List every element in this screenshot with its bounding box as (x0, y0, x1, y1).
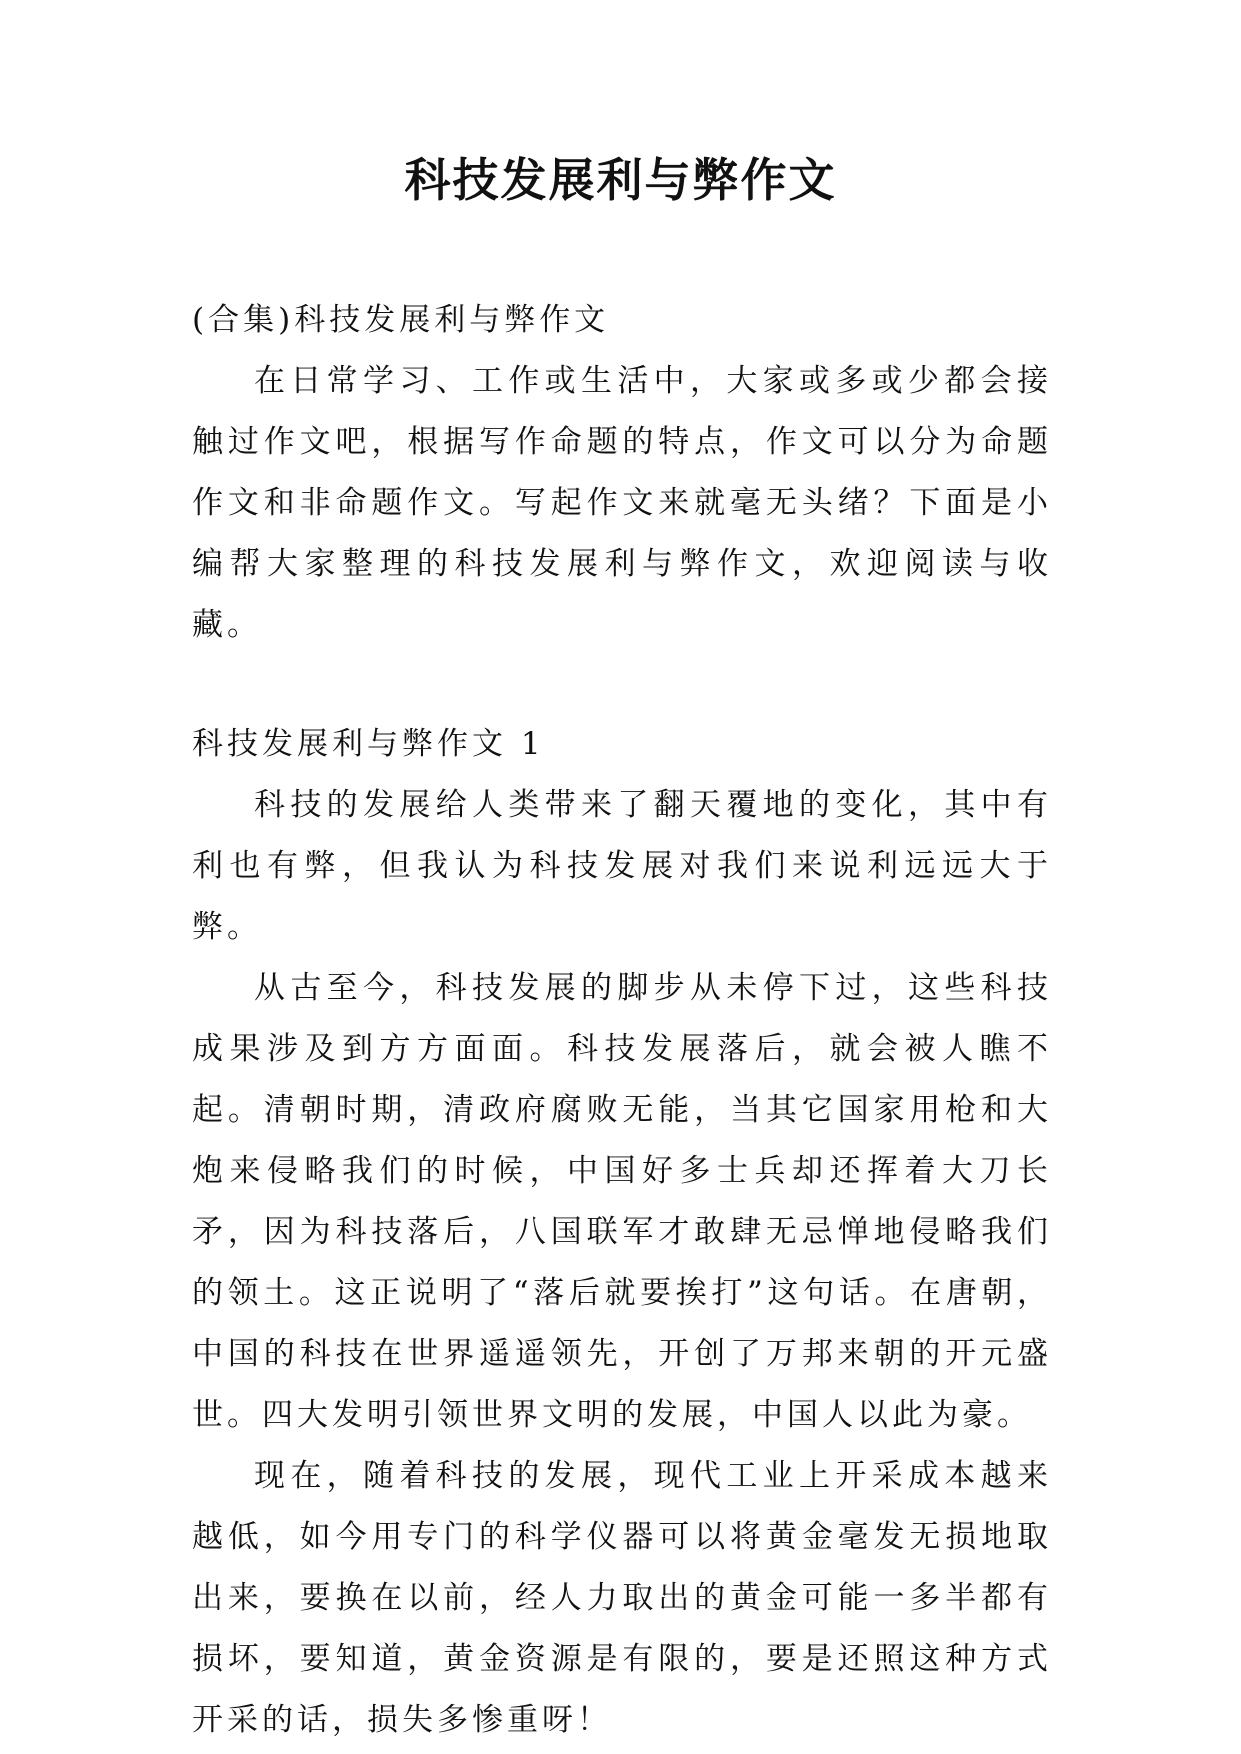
document-body (192, 290, 1052, 1751)
body-paragraph-2: 从古至今，科技发展的脚步从未停下过，这些科技成果涉及到方方面面。科技发展落后，就会被人瞧不起。清朝时期，清政府腐败无能，当其它国家用枪和大炮来侵略我们的时候，中国好多士兵却还挥着大刀长矛，因为科技落后，八国联军才敢肆无忌惮地侵略我们的领土。这正说明了“落后就要挨打”这句话。在唐朝，中国的科技在世界遥遥领先，开创了万邦来朝的开元盛世。四大发明引领世界文明的发展，中国人以此为豪。 (192, 970, 1052, 1433)
section-heading: 科技发展利与弊作文 1 (192, 726, 545, 762)
body-paragraph-1: 科技的发展给人类带来了翻天覆地的变化，其中有利也有弊，但我认为科技发展对我们来说利远远大于弊。 (192, 787, 1052, 945)
collection-subtitle: (合集)科技发展利与弊作文 (192, 302, 610, 338)
body-paragraph-3: 现在，随着科技的发展，现代工业上开采成本越来越低，如今用专门的科学仪器可以将黄金毫发无损地取出来，要换在以前，经人力取出的黄金可能一多半都有损坏，要知道，黄金资源是有限的，要是还照这种方式开采的话，损失多惨重呀！ (192, 1458, 1052, 1738)
section-spacer (192, 656, 1052, 714)
document-title: 科技发展利与弊作文 (404, 153, 837, 207)
intro-paragraph: 在日常学习、工作或生活中，大家或多或少都会接触过作文吧，根据写作命题的特点，作文可以分为命题作文和非命题作文。写起作文来就毫无头绪？下面是小编帮大家整理的科技发展利与弊作文，欢迎阅读与收藏。 (192, 363, 1052, 643)
